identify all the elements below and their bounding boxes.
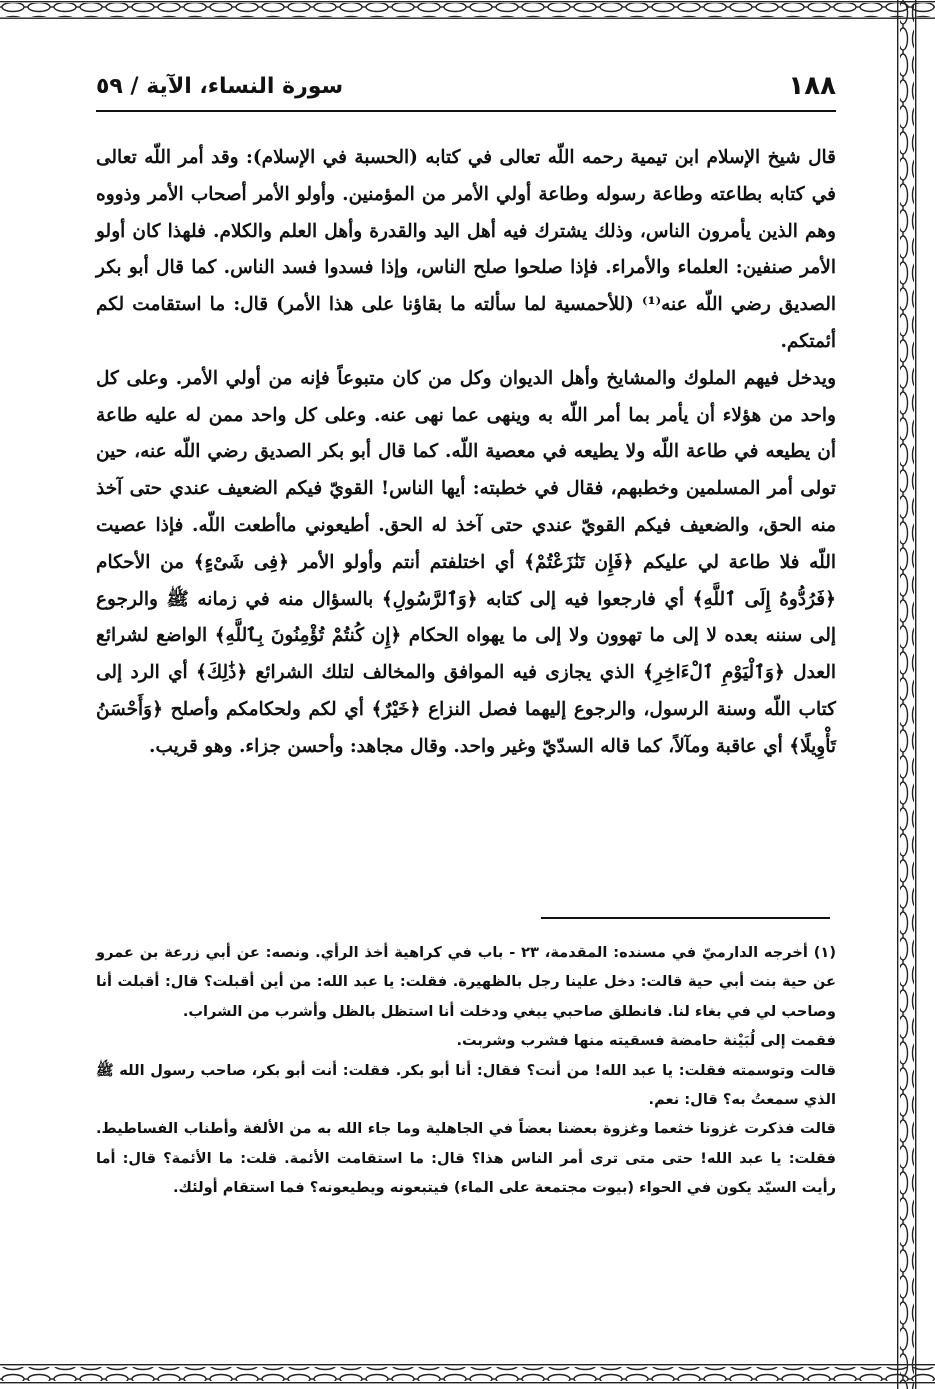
page-number: ١٨٨ [788, 71, 836, 101]
footnote-separator [541, 917, 830, 919]
footnote-line-2: فقمت إلى لُبَيْنة حامضة فسقيته منها فشرب وشربت. [456, 1032, 836, 1050]
footnote-line-3: قالت وتوسمته فقلت: يا عبد الله! من أنت؟ فقال: أنا أبو بكر. فقلت: أنت أبو بكر، صاحب رسول الله ﷺ الذي سمعتُ به؟ قال: نعم. [96, 1061, 836, 1109]
footnote-line-4: قالت فذكرت غزونا خثعما وغزوة بعضنا بعضاً في الجاهلية وما جاء الله به من الألفة وأطناب الفساطيط. فقلت: يا عبد الله! حتى متى ترى أمر الناس هذا؟ قال: ما استقامت الأئمة. قلت: ما الأئمة؟ قال: أما رأيت السيّد يكون في الحواء (بيوت مجتمعة على الماء) فيتبعونه ويطيعونه؟ فما استقام أولئك. [96, 1120, 836, 1197]
paragraph-2: ويدخل فيهم الملوك والمشايخ وأهل الديوان وكل من كان متبوعاً فإنه من أولي الأمر. وعلى كل واحد من هؤلاء أن يأمر بما أمر اللّه به وينهى عما نهى عنه. وعلى كل واحد ممن له عليه طاعة أن يطيعه في طاعة اللّه ولا يطيعه في معصية اللّه. كما قال أبو بكر الصديق رضي اللّه عنه، حين تولى أمر المسلمين وخطبهم، فقال في خطبته: أيها الناس! القويّ فيكم الضعيف عندي حتى آخذ منه الحق، والضعيف فيكم القويّ عندي حتى آخذ له الحق. أطيعوني ماأطعت اللّه. فإذا عصيت اللّه فلا طاعة لي عليكم ﴿فَإِن تَنَٰزَعْتُمْ﴾ أي اختلفتم أنتم وأولو الأمر ﴿فِى شَىْءٍ﴾ من الأحكام ﴿فَرُدُّوهُ إِلَى ٱللَّهِ﴾ أي فارجعوا فيه إلى كتابه ﴿وَٱلرَّسُولِ﴾ بالسؤال منه في زمانه ﷺ والرجوع إلى سننه بعده لا إلى ما تهوون ولا إلى ما يهواه الحكام ﴿إِن كُنتُمْ تُؤْمِنُونَ بِٱللَّهِ﴾ الواضع لشرائع العدل ﴿وَٱلْيَوْمِ ٱلْءَاخِرِ﴾ الذي يجازى فيه الموافق والمخالف لتلك الشرائع ﴿ذَٰلِكَ﴾ أي الرد إلى كتاب اللّه وسنة الرسول، والرجوع إليهما فصل النزاع ﴿خَيْرٌ﴾ أي لكم ولحكامكم وأصلح ﴿وَأَحْسَنُ تَأْوِيلًا﴾ أي عاقبة ومآلاً، كما قاله السدّيّ وغير واحد. وقال مجاهد: وأحسن جزاء. وهو قريب. [96, 367, 836, 757]
running-header [96, 66, 836, 106]
header-rule [96, 110, 836, 112]
paragraph-1: قال شيخ الإسلام ابن تيمية رحمه اللّه تعالى في كتابه (الحسبة في الإسلام): وقد أمر اللّه تعالى في كتابه بطاعته وطاعة رسوله وطاعة أولي الأمر من المؤمنين. وأولو الأمر أصحاب الأمر وذووه وهم الذين يأمرون الناس، وذلك يشترك فيه أهل اليد والقدرة وأهل العلم والكلام. فلهذا كان أولو الأمر صنفين: العلماء والأمراء. فإذا صلحوا صلح الناس، وإذا فسدوا فسد الناس. كما قال أبو بكر الصديق رضي اللّه عنه⁽¹⁾ (للأحمسية لما سألته ما بقاؤنا على هذا الأمر) قال: ما استقامت لكم أئمتكم. [96, 147, 836, 352]
footnotes [96, 938, 836, 1203]
main-text [96, 140, 836, 766]
footnote-1: (١) أخرجه الدارميّ في مسنده: المقدمة، ٢٣ - باب في كراهية أخذ الرأي. ونصه: عن أبي زرعة بن عمرو عن حية بنت أبي حية قالت: دخل علينا رجل بالظهيرة. فقلت: يا عبد الله: من أين أقبلت؟ قال: أقبلت أنا وصاحب لي في بغاء لنا. فانطلق صاحبي يبغي ودخلت أنا استظل بالظل وأشرب من الشراب. [96, 944, 836, 1020]
sura-title: سورة النساء، الآية / ٥٩ [96, 73, 344, 99]
